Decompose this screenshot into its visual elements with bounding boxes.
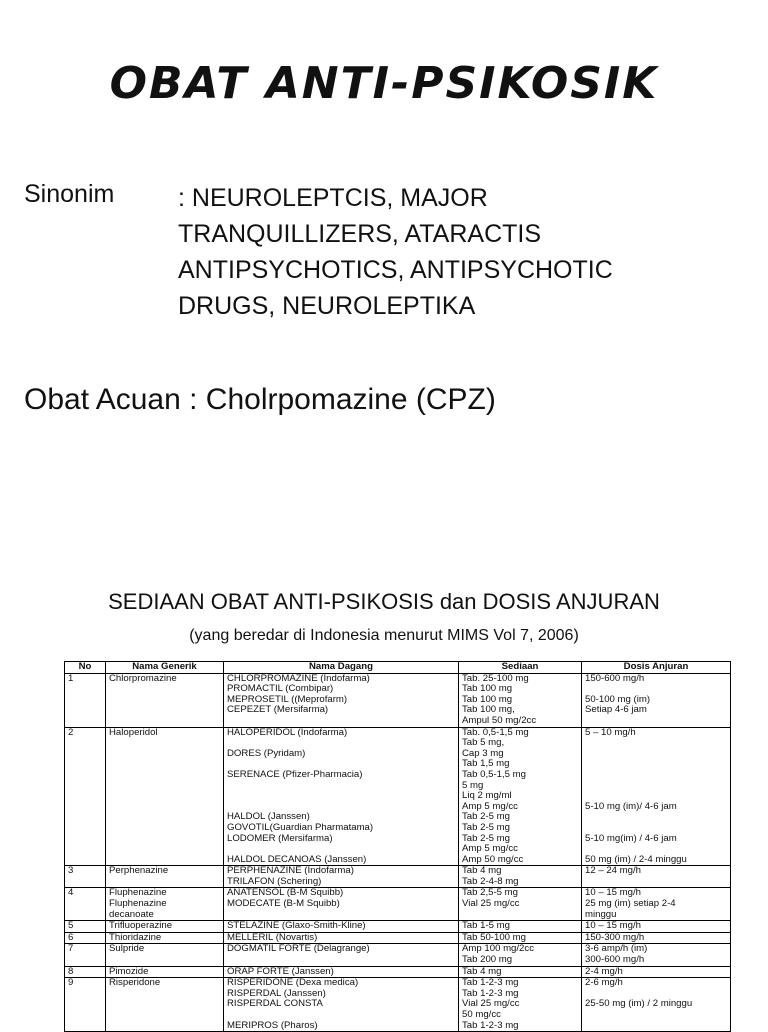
header-brand-name: Nama Dagang: [224, 662, 459, 674]
cell-line: 10 – 15 mg/h: [585, 920, 642, 932]
cell-line: Pimozide: [109, 966, 149, 977]
cell-line: [585, 781, 727, 792]
cell-brand-name: [224, 866, 459, 888]
cell-no: [65, 888, 106, 921]
cell-line: decanoate: [109, 908, 154, 920]
cell-generic-name: [106, 673, 224, 727]
cell-line: Tab 2-5 mg: [462, 821, 510, 833]
cell-line: Tab 4 mg: [462, 966, 502, 977]
cell-line: 6: [68, 932, 74, 943]
header-generic-name: Nama Generik: [106, 662, 224, 674]
cell-line: [585, 1010, 727, 1021]
cell-generic-name: [106, 866, 224, 888]
cell-no: [65, 944, 106, 966]
cell-line: 5-10 mg (im)/ 4-6 jam: [585, 800, 677, 812]
cell-line: Amp 5 mg/cc: [462, 800, 518, 812]
cell-line: 150-600 mg/h: [585, 673, 645, 684]
cell-line: [227, 781, 455, 792]
cell-line: [227, 910, 455, 921]
cell-brand-name: [224, 921, 459, 933]
cell-line: 5-10 mg(im) / 4-6 jam: [585, 832, 677, 844]
cell-line: CHLORPROMAZINE (Indofarma): [227, 673, 370, 684]
cell-preparation: [459, 921, 582, 933]
cell-dose: [582, 866, 731, 888]
cell-line: 1: [68, 673, 74, 684]
cell-line: 5 – 10 mg/h: [585, 727, 636, 738]
table-row: [65, 932, 731, 944]
table-row: [65, 921, 731, 933]
cell-line: Sulpride: [109, 943, 145, 955]
cell-line: HALOPERIDOL (Indofarma): [227, 727, 348, 738]
cell-line: [585, 759, 727, 770]
cell-line: ORAP FORTE (Janssen): [227, 966, 334, 977]
cell-brand-name: [224, 932, 459, 944]
cell-preparation: [459, 932, 582, 944]
cell-line: 12 – 24 mg/h: [585, 865, 642, 877]
cell-line: MELLERIL (Novartis): [227, 932, 318, 943]
cell-line: Tab 50-100 mg: [462, 932, 526, 943]
cell-line: Tab 2-4-8 mg: [462, 875, 519, 887]
table-title: SEDIAAN OBAT ANTI-PSIKOSIS dan DOSIS ANJURAN: [108, 589, 660, 614]
cell-line: PERPHENAZINE (Indofarma): [227, 865, 354, 877]
cell-line: 25 mg (im) setiap 2-4: [585, 898, 676, 910]
cell-line: HALDOL DECANOAS (Janssen): [227, 853, 367, 865]
cell-line: Vial 25 mg/cc: [462, 898, 520, 910]
cell-line: Amp 50 mg/cc: [462, 853, 524, 865]
cell-line: [585, 877, 727, 888]
cell-no: [65, 727, 106, 866]
cell-line: Chlorpromazine: [109, 673, 177, 684]
cell-line: 8: [68, 966, 74, 977]
cell-line: RISPERIDONE (Dexa medica): [227, 977, 359, 989]
cell-line: [585, 738, 727, 749]
cell-line: 2-4 mg/h: [585, 966, 623, 977]
table-row: [65, 727, 731, 866]
synonym-line: : NEUROLEPTCIS, MAJOR: [178, 184, 488, 212]
cell-line: 2: [68, 727, 74, 738]
cell-line: [227, 955, 455, 966]
reference-drug: Obat Acuan : Cholrpomazine (CPZ): [24, 383, 496, 416]
cell-line: Fluphenazine: [109, 887, 167, 899]
cell-generic-name: [106, 888, 224, 921]
cell-generic-name: [106, 966, 224, 978]
synonym-label: Sinonim: [24, 180, 115, 208]
header-dose: Dosis Anjuran: [582, 662, 731, 674]
cell-brand-name: [224, 727, 459, 866]
cell-line: 2-6 mg/h: [585, 977, 623, 989]
cell-line: [585, 823, 727, 834]
cell-line: Setiap 4-6 jam: [585, 704, 647, 716]
cell-line: 3-6 amp/h (im): [585, 943, 648, 955]
cell-line: Tab 5 mg,: [462, 737, 505, 749]
drug-table: [64, 661, 731, 1032]
cell-line: Amp 100 mg/2cc: [462, 943, 534, 955]
synonym-line: ANTIPSYCHOTICS, ANTIPSYCHOTIC: [178, 256, 613, 284]
cell-brand-name: [224, 888, 459, 921]
synonym-line: TRANQUILLIZERS, ATARACTIS: [178, 220, 542, 248]
cell-generic-name: [106, 727, 224, 866]
cell-dose: [582, 727, 731, 866]
cell-line: RISPERDAL (Janssen): [227, 987, 326, 999]
cell-line: Haloperidol: [109, 727, 158, 738]
cell-line: DOGMATIL FORTE (Delagrange): [227, 943, 370, 955]
cell-line: TRILAFON (Schering): [227, 875, 322, 887]
cell-line: GOVOTIL(Guardian Pharmatama): [227, 821, 374, 833]
cell-line: [227, 791, 455, 802]
cell-line: Risperidone: [109, 977, 161, 989]
cell-line: 9: [68, 977, 74, 989]
cell-preparation: [459, 888, 582, 921]
cell-preparation: [459, 966, 582, 978]
cell-generic-name: [106, 921, 224, 933]
cell-line: Trifluoperazine: [109, 920, 173, 932]
cell-line: Tab 2-5 mg: [462, 832, 510, 844]
table-subtitle: (yang beredar di Indonesia menurut MIMS Vol 7, 2006): [189, 627, 579, 644]
cell-no: [65, 673, 106, 727]
cell-line: 5: [68, 920, 74, 932]
cell-line: 4: [68, 887, 74, 899]
cell-line: Vial 25 mg/cc: [462, 998, 520, 1010]
cell-dose: [582, 888, 731, 921]
cell-line: 10 – 15 mg/h: [585, 887, 642, 899]
cell-line: MEPROSETIL ((Meprofarm): [227, 693, 348, 705]
cell-no: [65, 932, 106, 944]
cell-line: Tab 100 mg: [462, 693, 513, 705]
cell-no: [65, 866, 106, 888]
cell-line: Tab 100 mg,: [462, 704, 515, 716]
table-row: [65, 944, 731, 966]
cell-line: Tab 2-5 mg: [462, 811, 510, 823]
cell-line: ANATENSOL (B-M Squibb): [227, 887, 344, 899]
cell-line: Tab 1-2-3 mg: [462, 987, 519, 999]
cell-line: Cap 3 mg: [462, 747, 504, 759]
cell-line: [585, 1021, 727, 1032]
cell-line: [585, 716, 727, 727]
cell-no: [65, 966, 106, 978]
cell-line: PROMACTIL (Combipar): [227, 683, 334, 695]
cell-line: [462, 910, 578, 921]
cell-line: HALDOL (Janssen): [227, 811, 310, 823]
cell-line: Thioridazine: [109, 932, 162, 943]
cell-brand-name: [224, 966, 459, 978]
cell-line: 25-50 mg (im) / 2 minggu: [585, 998, 693, 1010]
cell-line: Tab 1-5 mg: [462, 920, 510, 932]
cell-line: Tab 1-2-3 mg: [462, 977, 519, 989]
cell-line: MODECATE (B-M Squibb): [227, 898, 340, 910]
cell-line: [585, 812, 727, 823]
cell-line: [227, 1010, 455, 1021]
cell-line: Tab 200 mg: [462, 954, 513, 966]
cell-no: [65, 921, 106, 933]
table-row: [65, 888, 731, 921]
slide-title: OBAT ANTI-PSIKOSIK: [109, 58, 659, 109]
cell-line: minggu: [585, 908, 617, 920]
cell-line: Tab 100 mg: [462, 683, 513, 695]
cell-line: Tab. 0,5-1,5 mg: [462, 727, 529, 738]
table-header-row: [65, 662, 731, 674]
cell-line: RISPERDAL CONSTA: [227, 998, 323, 1010]
cell-line: Tab 2,5-5 mg: [462, 887, 518, 899]
cell-line: [585, 749, 727, 760]
cell-line: Tab. 25-100 mg: [462, 673, 529, 684]
cell-line: Fluphenazine: [109, 898, 167, 910]
cell-line: [585, 770, 727, 781]
synonym-line: DRUGS, NEUROLEPTIKA: [178, 292, 476, 320]
cell-preparation: [459, 673, 582, 727]
cell-line: MERIPROS (Pharos): [227, 1019, 318, 1031]
cell-dose: [582, 966, 731, 978]
table-body: [65, 673, 731, 1032]
cell-generic-name: [106, 944, 224, 966]
cell-line: Amp 5 mg/cc: [462, 843, 518, 855]
cell-line: LODOMER (Mersifarma): [227, 832, 333, 844]
cell-brand-name: [224, 944, 459, 966]
cell-line: CEPEZET (Mersifarma): [227, 704, 329, 716]
cell-line: 150-300 mg/h: [585, 932, 645, 943]
cell-line: STELAZINE (Glaxo-Smith-Kline): [227, 920, 366, 932]
cell-generic-name: [106, 932, 224, 944]
cell-line: SERENACE (Pfizer-Pharmacia): [227, 768, 363, 780]
header-no: No: [65, 662, 106, 674]
cell-line: Liq 2 mg/ml: [462, 790, 512, 802]
cell-preparation: [459, 866, 582, 888]
cell-line: Tab 1,5 mg: [462, 758, 510, 770]
cell-dose: [582, 921, 731, 933]
cell-dose: [582, 944, 731, 966]
cell-preparation: [459, 944, 582, 966]
cell-dose: [582, 673, 731, 727]
cell-line: DORES (Pyridam): [227, 747, 306, 759]
table-row: [65, 866, 731, 888]
table-row: [65, 673, 731, 727]
cell-line: 5 mg: [462, 779, 484, 791]
cell-preparation: [459, 727, 582, 866]
cell-line: Tab 0,5-1,5 mg: [462, 768, 526, 780]
cell-line: 300-600 mg/h: [585, 954, 645, 966]
cell-brand-name: [224, 673, 459, 727]
synonym-text: [178, 180, 738, 324]
cell-line: 50 mg (im) / 2-4 minggu: [585, 853, 687, 865]
cell-line: 3: [68, 865, 74, 877]
cell-line: 50-100 mg (im): [585, 693, 651, 705]
cell-line: Perphenazine: [109, 865, 169, 877]
header-preparation: Sediaan: [459, 662, 582, 674]
table-row: [65, 966, 731, 978]
cell-dose: [582, 932, 731, 944]
cell-line: 50 mg/cc: [462, 1009, 501, 1020]
cell-line: 7: [68, 943, 74, 955]
cell-line: Ampul 50 mg/2cc: [462, 714, 537, 726]
cell-line: Tab 4 mg: [462, 865, 502, 877]
cell-line: Tab 1-2-3 mg: [462, 1019, 519, 1031]
